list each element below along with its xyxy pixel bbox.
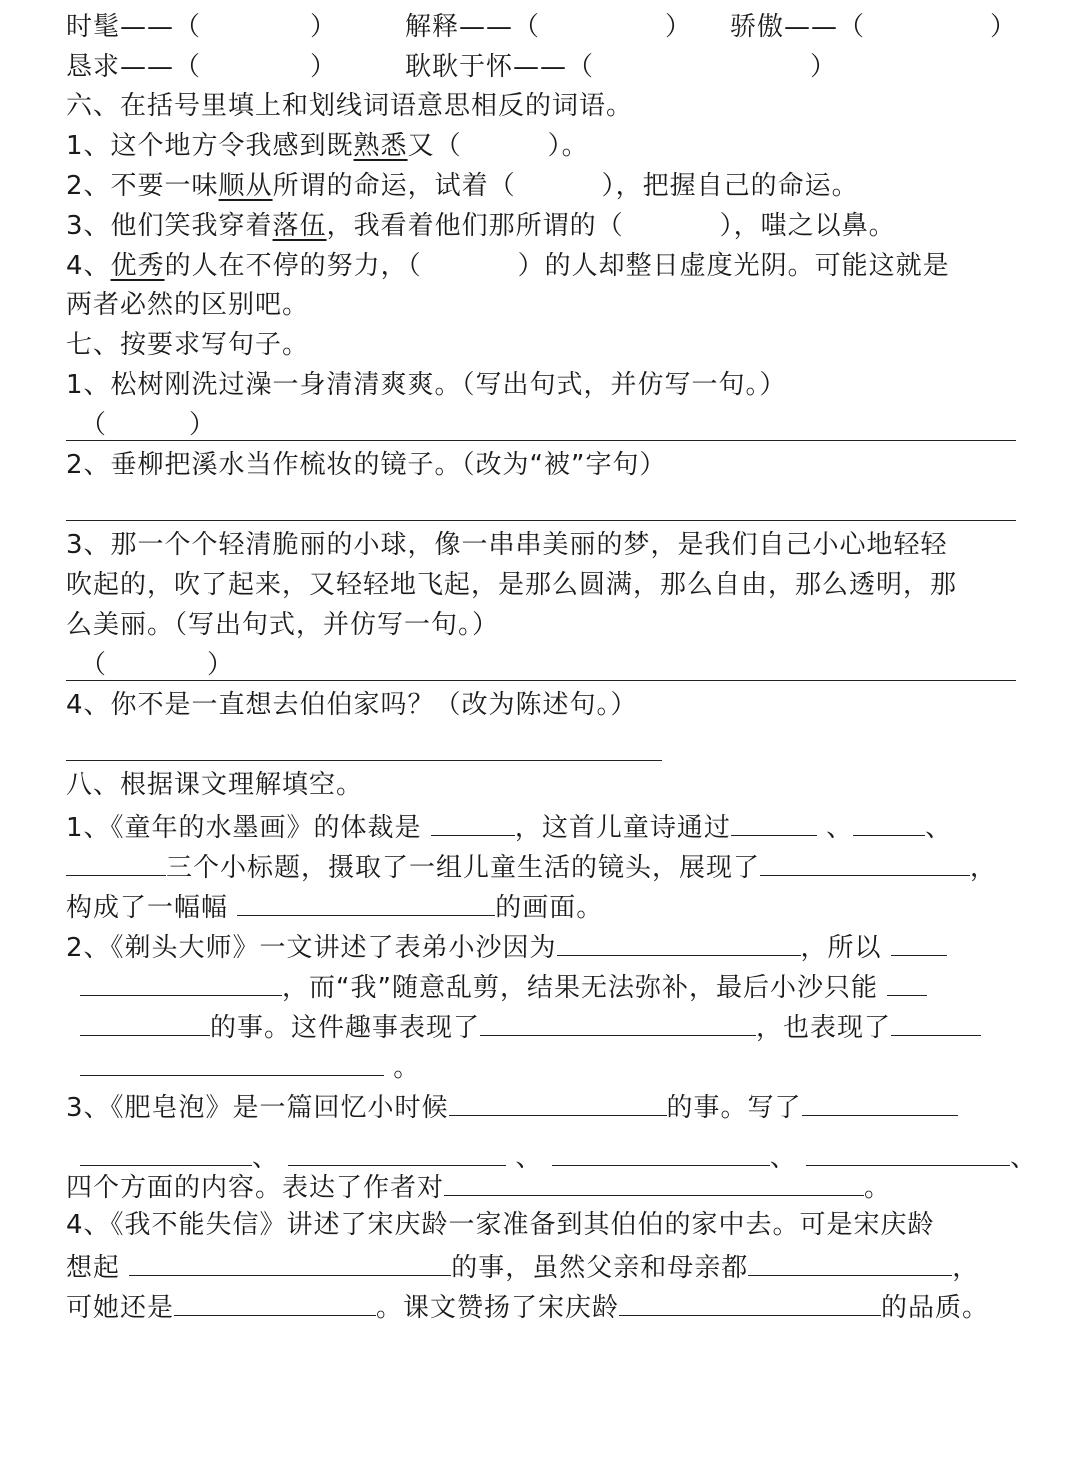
text: ），嗤之以鼻。 [719, 211, 896, 241]
text: 所谓的命运，试着（ [272, 171, 516, 201]
text: 又（ [407, 131, 462, 161]
pattern-paren[interactable] [80, 405, 216, 445]
text: 。课文赞扬了宋庆龄 [376, 1293, 620, 1323]
text: 可她还是 [66, 1293, 175, 1323]
section7-q1: 1、松树刚洗过澡一身清清爽爽。（写出句式，并仿写一句。） [66, 370, 787, 400]
section6-q2 [66, 166, 859, 206]
word-label: 解释——（ [405, 12, 541, 42]
paren-close: ） [189, 410, 217, 440]
answer-blank[interactable] [806, 1135, 1010, 1166]
section6-heading: 六、在括号里填上和划线词语意思相反的词语。 [66, 91, 634, 121]
answer-blank[interactable] [444, 1165, 864, 1196]
text: 4、 [66, 251, 111, 281]
text: ， [970, 853, 998, 883]
text: 、 [826, 813, 854, 843]
text: 三个小标题，摄取了一组儿童生活的镜头，展现了 [166, 853, 761, 883]
word-label: 时髦——（ [66, 12, 202, 42]
text: 的事。这件趣事表现了 [210, 1013, 481, 1043]
section8-q1-line2 [66, 845, 997, 885]
section8-q2-line3 [80, 1005, 981, 1045]
answer-blank[interactable] [760, 845, 970, 876]
answer-blank[interactable] [480, 1005, 756, 1036]
answer-blank[interactable] [129, 1245, 451, 1276]
answer-blank[interactable] [552, 1135, 770, 1166]
paren-close: ） [310, 12, 338, 42]
section7-q2: 2、垂柳把溪水当作梳妆的镜子。（改为“被”字句） [66, 450, 667, 480]
answer-blank[interactable] [66, 845, 166, 876]
text: ，而“我”随意乱剪，结果无法弥补，最后小沙只能 [282, 973, 878, 1003]
text: 。 [864, 1173, 892, 1203]
text: 、 [515, 1143, 543, 1173]
underlined-word: 顺从 [218, 171, 273, 201]
section7-q3-line3: 么美丽。（写出句式，并仿写一句。） [66, 610, 500, 640]
text: 3、他们笑我穿着 [66, 211, 273, 241]
text: 2、《剃头大师》一文讲述了表弟小沙因为 [66, 933, 557, 963]
section8-q4-line2 [66, 1245, 979, 1285]
text: ，也表现了 [756, 1013, 892, 1043]
answer-blank[interactable] [557, 925, 801, 956]
answer-blank[interactable] [619, 1285, 881, 1316]
answer-line[interactable] [66, 520, 1016, 521]
section8-q1-line1 [66, 805, 952, 845]
answer-blank[interactable] [80, 1005, 210, 1036]
section8-q3-line3 [66, 1165, 891, 1205]
answer-blank[interactable] [80, 1045, 384, 1076]
text: 的事，虽然父亲和母亲都 [451, 1253, 749, 1283]
text: 的品质。 [881, 1293, 990, 1323]
section6-q4-cont: 两者必然的区别吧。 [66, 290, 310, 320]
answer-blank[interactable] [237, 885, 495, 916]
word-row-2 [66, 47, 1026, 87]
section8-q4-line1: 4、《我不能失信》讲述了宋庆龄一家准备到其伯伯的家中去。可是宋庆龄 [66, 1210, 935, 1240]
section8-q3-line1 [66, 1085, 958, 1125]
underlined-word: 熟悉 [353, 131, 408, 161]
section8-q4-line3 [66, 1285, 989, 1325]
text: 的事。写了 [666, 1093, 802, 1123]
answer-blank[interactable] [731, 805, 817, 836]
text: ），把握自己的命运。 [601, 171, 859, 201]
section7-q3-line2: 吹起的，吹了起来，又轻轻地飞起，是那么圆满，那么自由，那么透明，那 [66, 570, 958, 600]
underlined-word: 优秀 [110, 251, 165, 281]
section6-q4 [66, 246, 950, 286]
answer-blank[interactable] [853, 805, 925, 836]
answer-line[interactable] [66, 440, 1016, 441]
word-label: 恳求——（ [66, 52, 202, 82]
text: ，我看着他们那所谓的（ [326, 211, 624, 241]
text: ，这首儿童诗通过 [514, 813, 731, 843]
answer-blank[interactable] [174, 1285, 376, 1316]
word-row-1 [66, 7, 1026, 47]
section8-q2-line4 [80, 1045, 420, 1085]
pattern-paren[interactable] [80, 645, 234, 685]
paren-close: ） [310, 52, 338, 82]
text: 、 [925, 813, 953, 843]
paren-open: （ [80, 410, 108, 440]
text: 1、这个地方令我感到既 [66, 131, 354, 161]
paren-close: ） [810, 52, 838, 82]
answer-blank[interactable] [449, 1085, 667, 1116]
text: 、 [769, 1143, 797, 1173]
text: 的人在不停的努力，（ [164, 251, 422, 281]
section8-q2-line2 [80, 965, 927, 1005]
section7-q3-line1: 3、那一个个轻清脆丽的小球，像一串串美丽的梦，是我们自己小心地轻轻 [66, 530, 948, 560]
answer-blank[interactable] [891, 1005, 981, 1036]
text: 的画面。 [495, 893, 604, 923]
answer-blank[interactable] [80, 1135, 252, 1166]
text: 。 [393, 1053, 421, 1083]
section8-q2-line1 [66, 925, 947, 965]
answer-blank[interactable] [887, 965, 927, 996]
answer-blank[interactable] [431, 805, 515, 836]
answer-blank[interactable] [288, 1135, 506, 1166]
answer-blank[interactable] [748, 1245, 952, 1276]
section7-q4: 4、你不是一直想去伯伯家吗？（改为陈述句。） [66, 690, 638, 720]
answer-line[interactable] [66, 760, 662, 761]
paren-close: ） [207, 650, 235, 680]
text: 3、《肥皂泡》是一篇回忆小时候 [66, 1093, 449, 1123]
text: 构成了一幅幅 [66, 893, 229, 923]
text: ）。 [547, 131, 589, 161]
section8-heading: 八、根据课文理解填空。 [66, 770, 364, 800]
section6-q1 [66, 126, 589, 166]
paren-close: ） [665, 12, 693, 42]
section7-heading: 七、按要求写句子。 [66, 330, 310, 360]
paren-open: （ [80, 650, 108, 680]
text: 、 [252, 1143, 280, 1173]
text: 想起 [66, 1253, 121, 1283]
answer-line[interactable] [66, 680, 1016, 681]
word-label: 耿耿于怀——（ [405, 52, 595, 82]
text: 2、不要一味 [66, 171, 219, 201]
answer-blank[interactable] [802, 1085, 958, 1116]
section6-q3 [66, 206, 896, 246]
text: 、 [1010, 1143, 1038, 1173]
text: ， [952, 1253, 980, 1283]
answer-blank[interactable] [80, 965, 282, 996]
text: 1、《童年的水墨画》的体裁是 [66, 813, 422, 843]
text: ）的人却整日虚度光阴。可能这就是 [517, 251, 950, 281]
text: 四个方面的内容。表达了作者对 [66, 1173, 445, 1203]
answer-blank[interactable] [891, 925, 947, 956]
underlined-word: 落伍 [272, 211, 327, 241]
section8-q1-line3 [66, 885, 603, 925]
word-label: 骄傲——（ [730, 12, 866, 42]
text: ，所以 [800, 933, 882, 963]
paren-close: ） [990, 12, 1018, 42]
